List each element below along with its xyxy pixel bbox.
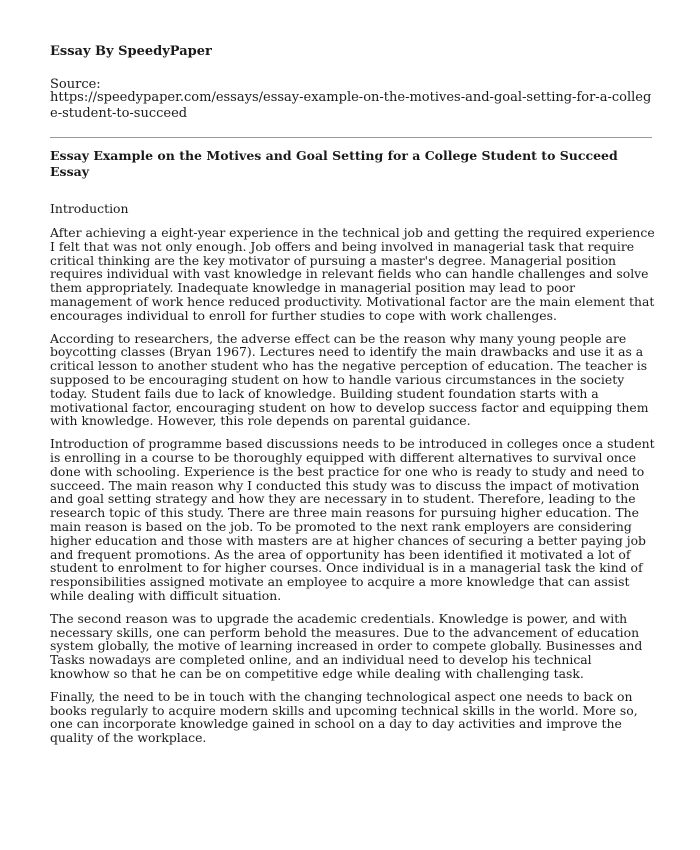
- essay-body: [50, 201, 655, 754]
- divider: [50, 137, 652, 138]
- paragraph-1: After achieving a eight-year experience in the technical job and getting the required experience I felt that was not only enough. Job offers and being involved in managerial task that require critical thinking are the key motivator of pursuing a master's degree. Managerial position requires individual with vast knowledge in relevant fields who can handle challenges and solve them appropriately. Inadequate knowledge in managerial position may lead to poor management of work hence reduced productivity. Motivational factor are the main element that encourages individual to enroll for further studies to cope with work challenges.: [50, 225, 655, 323]
- brand-heading: Essay By SpeedyPaper: [50, 44, 212, 59]
- paragraph-4: The second reason was to upgrade the academic credentials. Knowledge is power, and with necessary skills, one can perform behold the measures. Due to the advancement of education system globally, the motive of learning increased in order to compete globally. Businesses and Tasks nowadays are completed online, and an individual need to develop his technical knowhow so that he can be on competitive edge while dealing with challenging task.: [50, 610, 643, 681]
- paragraph-2: According to researchers, the adverse effect can be the reason why many young people are boycotting classes (Bryan 1967). Lectures need to identify the main drawbacks and use it as a critical lesson to another student who has the negative perception of education. The teacher is supposed to be encouraging student on how to handle various circumstances in the society today. Student fails due to lack of knowledge. Building student foundation starts with a motivational factor, encouraging student on how to develop success factor and equipping them with knowledge. However, this role depends on parental guidance.: [50, 330, 649, 429]
- source-label: Source:: [50, 77, 101, 92]
- section-heading: Introduction: [50, 201, 129, 216]
- essay-title: Essay Example on the Motives and Goal Setting for a College Student to Succeed Essay: [50, 148, 618, 179]
- paragraph-3: Introduction of programme based discussions needs to be introduced in colleges once a student is enrolling in a course to be thoroughly equipped with different alternatives to survival once done with schooling. Experience is the best practice for one who is ready to study and need to succeed. The main reason why I conducted this study was to discuss the impact of motivation and goal setting strategy and how they are necessary in to student. Therefore, leading to the research topic of this study. There are three main reasons for pursuing higher education. The main reason is based on the job. To be promoted to the next rank employers are considering higher education and those with masters are at higher chances of securing a better paying job and frequent promotions. As the area of opportunity has been identified it motivated a lot of student to enrolment to for higher courses. Once individual is in a managerial task the kind of responsibilities assigned motivate an employee to acquire a more knowledge that can assist while dealing with difficult situation.: [50, 436, 655, 603]
- source-url: https://speedypaper.com/essays/essay-example-on-the-motives-and-goal-setting-for-a-college-student-to-succeed: [50, 90, 652, 121]
- paragraph-5: Finally, the need to be in touch with the changing technological aspect one needs to back on books regularly to acquire modern skills and upcoming technical skills in the world. More so, one can incorporate knowledge gained in school on a day to day activities and improve the quality of the workplace.: [50, 688, 638, 746]
